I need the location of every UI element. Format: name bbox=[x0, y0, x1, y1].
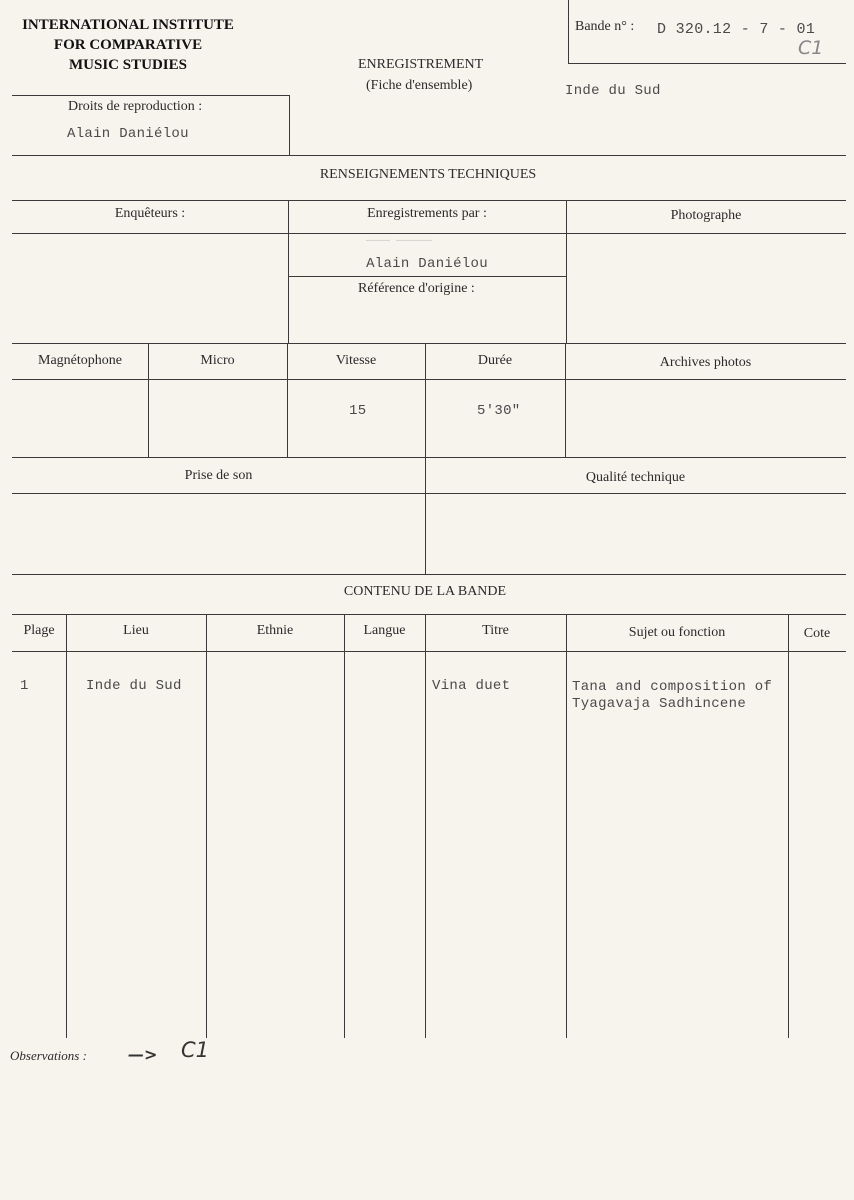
vitesse-label: Vitesse bbox=[335, 353, 377, 368]
col-cote: Cote bbox=[803, 626, 831, 641]
enregistrements-label: Enregistrements par : bbox=[367, 206, 487, 221]
vitesse-value: 15 bbox=[349, 403, 367, 419]
photographe-label: Photographe bbox=[670, 208, 742, 223]
reference-label: Référence d'origine : bbox=[358, 281, 475, 296]
enregistrements-value: Alain Daniélou bbox=[366, 256, 488, 272]
col-ethnie: Ethnie bbox=[256, 623, 294, 638]
institute-name bbox=[8, 15, 248, 75]
section-title-contenu: CONTENU DE LA BANDE bbox=[343, 584, 507, 599]
row-lieu: Inde du Sud bbox=[86, 678, 182, 694]
row-sujet-line-2: Tyagavaja Sadhincene bbox=[572, 696, 747, 712]
row-plage: 1 bbox=[20, 678, 29, 694]
col-titre: Titre bbox=[482, 623, 509, 638]
row-sujet-line-1: Tana and composition of bbox=[572, 679, 773, 695]
observations-arrow: —> bbox=[128, 1045, 158, 1064]
form-subtitle: (Fiche d'ensemble) bbox=[366, 78, 473, 93]
institute-line-2: FOR COMPARATIVE bbox=[53, 37, 203, 53]
duree-label: Durée bbox=[477, 353, 513, 368]
prise-label: Prise de son bbox=[184, 468, 253, 483]
row-titre: Vina duet bbox=[432, 678, 511, 694]
qualite-label: Qualité technique bbox=[585, 470, 686, 485]
droits-label: Droits de reproduction : bbox=[68, 99, 203, 114]
col-lieu: Lieu bbox=[123, 623, 149, 638]
col-langue: Langue bbox=[363, 623, 406, 638]
institute-line-3: MUSIC STUDIES bbox=[69, 57, 187, 73]
magnetophone-label: Magnétophone bbox=[38, 353, 122, 368]
institute-line-1: INTERNATIONAL INSTITUTE bbox=[22, 17, 234, 33]
bande-handwritten-mark: C1 bbox=[798, 37, 824, 59]
col-sujet: Sujet ou fonction bbox=[628, 625, 726, 640]
col-plage: Plage bbox=[23, 623, 55, 638]
enqueteurs-label: Enquêteurs : bbox=[114, 206, 186, 221]
droits-value: Alain Daniélou bbox=[67, 126, 189, 142]
region-value: Inde du Sud bbox=[565, 83, 661, 99]
observations-value: C1 bbox=[181, 1038, 210, 1062]
duree-value: 5'30" bbox=[477, 403, 521, 419]
form-title: ENREGISTREMENT bbox=[358, 57, 484, 72]
archives-label: Archives photos bbox=[659, 355, 752, 370]
bande-number: D 320.12 - 7 - 01 bbox=[657, 21, 816, 38]
observations-label: Observations : bbox=[10, 1048, 87, 1063]
section-title-tech: RENSEIGNEMENTS TECHNIQUES bbox=[319, 167, 537, 182]
bande-label: Bande n° : bbox=[575, 19, 635, 34]
micro-label: Micro bbox=[200, 353, 235, 368]
